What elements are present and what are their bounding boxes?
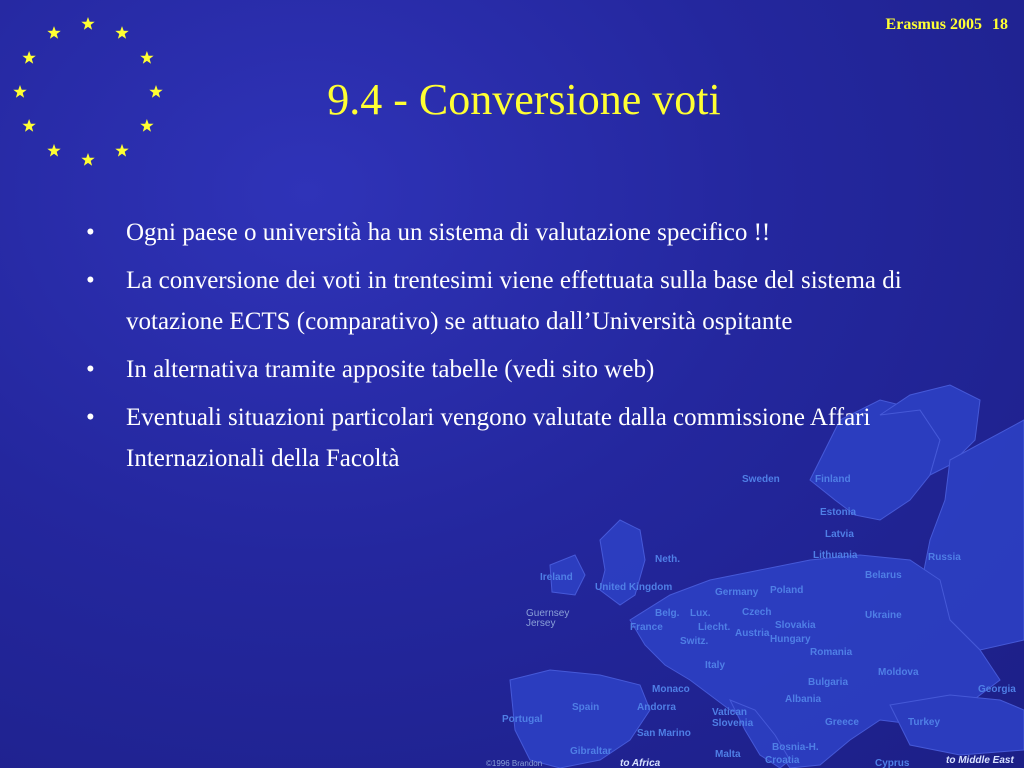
svg-text:Guernsey: Guernsey: [526, 608, 570, 619]
star-icon: [47, 144, 60, 157]
svg-text:to Africa: to Africa: [620, 758, 661, 768]
star-icon: [22, 51, 35, 64]
bullet-dot: •: [86, 356, 95, 383]
svg-text:©1996 Brandon: ©1996 Brandon: [486, 759, 543, 768]
svg-text:Monaco: Monaco: [652, 684, 690, 695]
svg-text:to Middle East: to Middle East: [946, 755, 1014, 766]
svg-text:Croatia: Croatia: [765, 755, 800, 766]
svg-text:Andorra: Andorra: [637, 702, 676, 713]
svg-text:Belarus: Belarus: [865, 570, 902, 581]
bullet-dot: •: [86, 404, 95, 431]
svg-text:Lux.: Lux.: [690, 608, 711, 619]
svg-text:Slovenia: Slovenia: [712, 718, 754, 729]
svg-text:Portugal: Portugal: [502, 714, 543, 725]
bullet-text: La conversione dei voti in trentesimi viene effettuata sulla base del sistema di votazione ECTS (comparativo) se attuato dall’Università ospitante: [126, 267, 902, 335]
svg-text:Slovakia: Slovakia: [775, 620, 816, 631]
svg-text:Romania: Romania: [810, 647, 853, 658]
bullet-item: [84, 349, 944, 390]
svg-text:Liecht.: Liecht.: [698, 622, 731, 633]
bullet-list: [84, 212, 944, 486]
svg-text:Georgia: Georgia: [978, 684, 1016, 695]
star-icon: [115, 26, 128, 39]
svg-text:Bosnia-H.: Bosnia-H.: [772, 742, 819, 753]
svg-text:Poland: Poland: [770, 585, 804, 596]
svg-text:Germany: Germany: [715, 587, 759, 598]
svg-text:Czech: Czech: [742, 607, 772, 618]
svg-text:Finland: Finland: [815, 474, 851, 485]
bullet-item: [84, 212, 944, 253]
star-icon: [81, 153, 94, 166]
svg-text:Belg.: Belg.: [655, 608, 680, 619]
svg-text:Turkey: Turkey: [908, 717, 941, 728]
slide-header: [886, 16, 1008, 34]
svg-text:Vatican: Vatican: [712, 707, 748, 718]
svg-text:Cyprus: Cyprus: [875, 758, 910, 768]
svg-text:Lithuania: Lithuania: [813, 550, 858, 561]
svg-text:Estonia: Estonia: [820, 507, 857, 518]
bullet-dot: •: [86, 267, 95, 294]
star-icon: [140, 51, 153, 64]
svg-text:France: France: [630, 622, 663, 633]
svg-text:San Marino: San Marino: [637, 728, 691, 739]
svg-text:Spain: Spain: [572, 702, 600, 713]
svg-text:Hungary: Hungary: [770, 634, 811, 645]
svg-text:Latvia: Latvia: [825, 529, 854, 540]
star-icon: [115, 144, 128, 157]
bullet-text: Eventuali situazioni particolari vengono valutate dalla commissione Affari Internazionali della Facoltà: [126, 404, 871, 472]
svg-text:Ukraine: Ukraine: [865, 610, 902, 621]
bullet-item: [84, 397, 944, 479]
svg-text:Ireland: Ireland: [540, 572, 573, 583]
bullet-item: [84, 260, 944, 342]
svg-text:Switz.: Switz.: [680, 636, 709, 647]
svg-text:Bulgaria: Bulgaria: [808, 677, 849, 688]
svg-text:Jersey: Jersey: [526, 618, 556, 629]
svg-text:Russia: Russia: [928, 552, 961, 563]
star-icon: [81, 17, 94, 30]
bullet-text: In alternativa tramite apposite tabelle (vedi sito web): [126, 356, 655, 383]
svg-text:Austria: Austria: [735, 628, 770, 639]
event-name: Erasmus 2005: [885, 16, 982, 33]
svg-text:Gibraltar: Gibraltar: [570, 746, 612, 757]
star-icon: [47, 26, 60, 39]
slide-title: 9.4 - Conversione voti: [327, 75, 721, 124]
svg-text:Greece: Greece: [825, 717, 859, 728]
svg-text:Sweden: Sweden: [742, 474, 780, 485]
svg-text:Malta: Malta: [715, 749, 741, 760]
page-number: 18: [992, 16, 1008, 33]
svg-text:Italy: Italy: [705, 660, 726, 671]
svg-text:Neth.: Neth.: [655, 554, 680, 565]
bullet-text: Ogni paese o università ha un sistema di valutazione specifico !!: [126, 219, 771, 246]
svg-text:Moldova: Moldova: [878, 667, 919, 678]
svg-text:United Kingdom: United Kingdom: [595, 582, 673, 593]
svg-text:Albania: Albania: [785, 694, 822, 705]
bullet-dot: •: [86, 219, 95, 246]
